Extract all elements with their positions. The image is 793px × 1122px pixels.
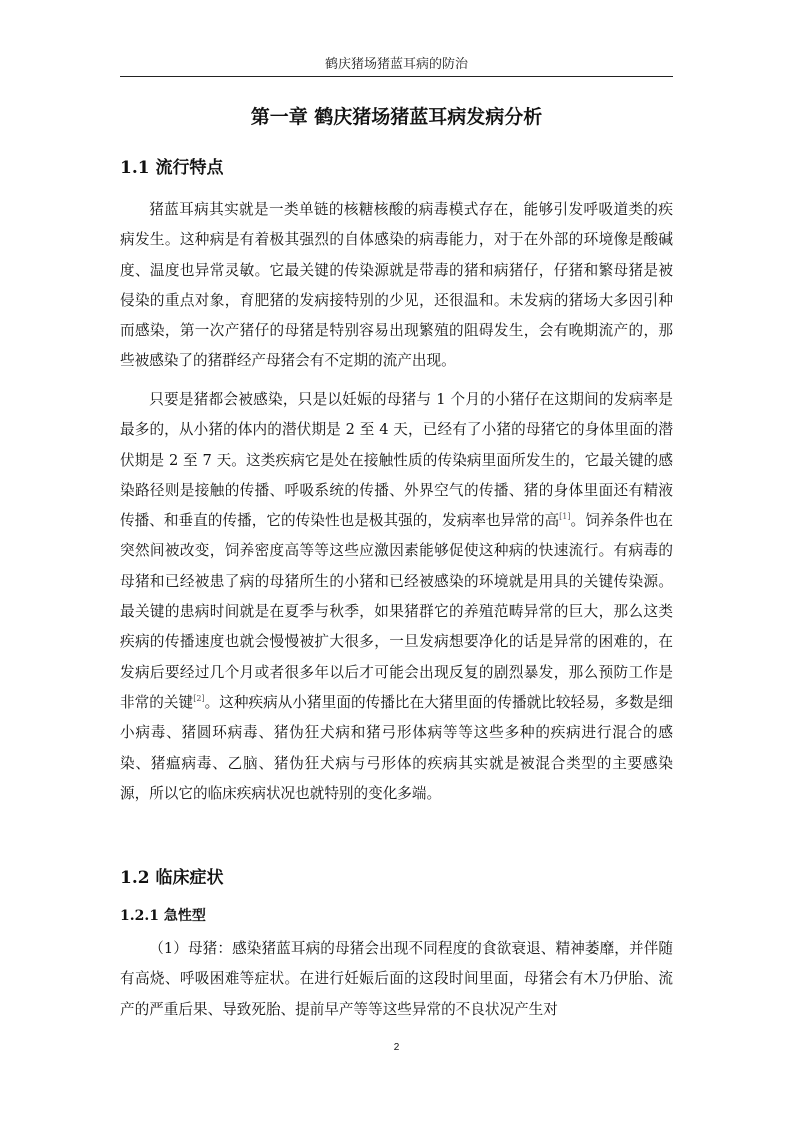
- header-rule: [120, 76, 673, 77]
- paragraph-epidemic-characteristics: 猪蓝耳病其实就是一类单链的核糖核酸的病毒模式存在，能够引发呼吸道类的疾病发生。这种病是有着极其强烈的自体感染的病毒能力，对于在外部的环境像是酸碱度、温度也异常灵敏。它最关键的传染源就是带毒的猪和病猪仔，仔猪和繁母猪是被侵染的重点对象，育肥猪的发病接特别的少见，还很温和。未发病的猪场大多因引种而感染，第一次产猪仔的母猪是特别容易出现繁殖的阻碍发生，会有晚期流产的，那些被感染了的猪群经产母猪会有不定期的流产出现。: [120, 201, 673, 370]
- page-number: 2: [393, 1042, 400, 1053]
- paragraph-sow-symptoms: （1）母猪：感染猪蓝耳病的母猪会出现不同程度的食欲衰退、精神萎靡，并伴随有高烧、呼吸困难等症状。在进行妊娠后面的这段时间里面，母猪会有木乃伊胎、流产的严重后果、导致死胎、提前早产等等这些异常的不良状况产生对: [120, 940, 673, 1018]
- paragraph-text: 。饲养条件也在突然间被改变，饲养密度高等等这些应激因素能够促使这种病的快速流行。有病毒的母猪和已经被患了病的母猪所生的小猪和已经被感染的环境就是用具的关键传染源。最关键的患病时间就是在夏季与秋季，如果猪群它的养殖范畴异常的巨大，那么这类疾病的传播速度也就会慢慢被扩大很多，一旦发病想要净化的话是异常的困难的，在发病后要经过几个月或者很多年以后才可能会出现反复的剧烈暴发，那么预防工作是非常的关键: [120, 512, 673, 711]
- citation-ref-2: [2]: [193, 694, 205, 704]
- section-heading-1-2: 1.2 临床症状: [120, 868, 224, 888]
- paragraph-text: 只要是猪都会被感染，只是以妊娠的母猪与 1 个月的小猪仔在这期间的发病率是最多的，从小猪的体内的潜伏期是 2 至 4 天，已经有了小猪的母猪它的身体里面的潜伏期是 2 至 7 天。这类疾病它是处在接触性质的传染病里面所发生的，它最关键的感染路径则是接触的传播、呼吸系统的传播、外界空气的传播、猪的身体里面还有精液传播、和垂直的传播，它的传染性也是极其强的，发病率也异常的高: [120, 391, 673, 530]
- section-heading-1-1: 1.1 流行特点: [120, 158, 224, 178]
- paragraph-transmission: [120, 385, 673, 809]
- chapter-title: 第一章 鹤庆猪场猪蓝耳病发病分析: [250, 106, 543, 128]
- citation-ref-1: [1]: [559, 512, 571, 522]
- running-header: 鹤庆猪场猪蓝耳病的防治: [324, 57, 468, 72]
- subsection-heading-1-2-1: 1.2.1 急性型: [120, 908, 206, 924]
- paragraph-text: 。这种疾病从小猪里面的传播比在大猪里面的传播就比较轻易，多数是细小病毒、猪圆环病毒、猪伪狂犬病和猪弓形体病等等这些多种的疾病进行混合的感染、猪瘟病毒、乙脑、猪伪狂犬病与弓形体的疾病其实就是被混合类型的主要感染源，所以它的临床疾病状况也就特别的变化多端。: [120, 693, 673, 802]
